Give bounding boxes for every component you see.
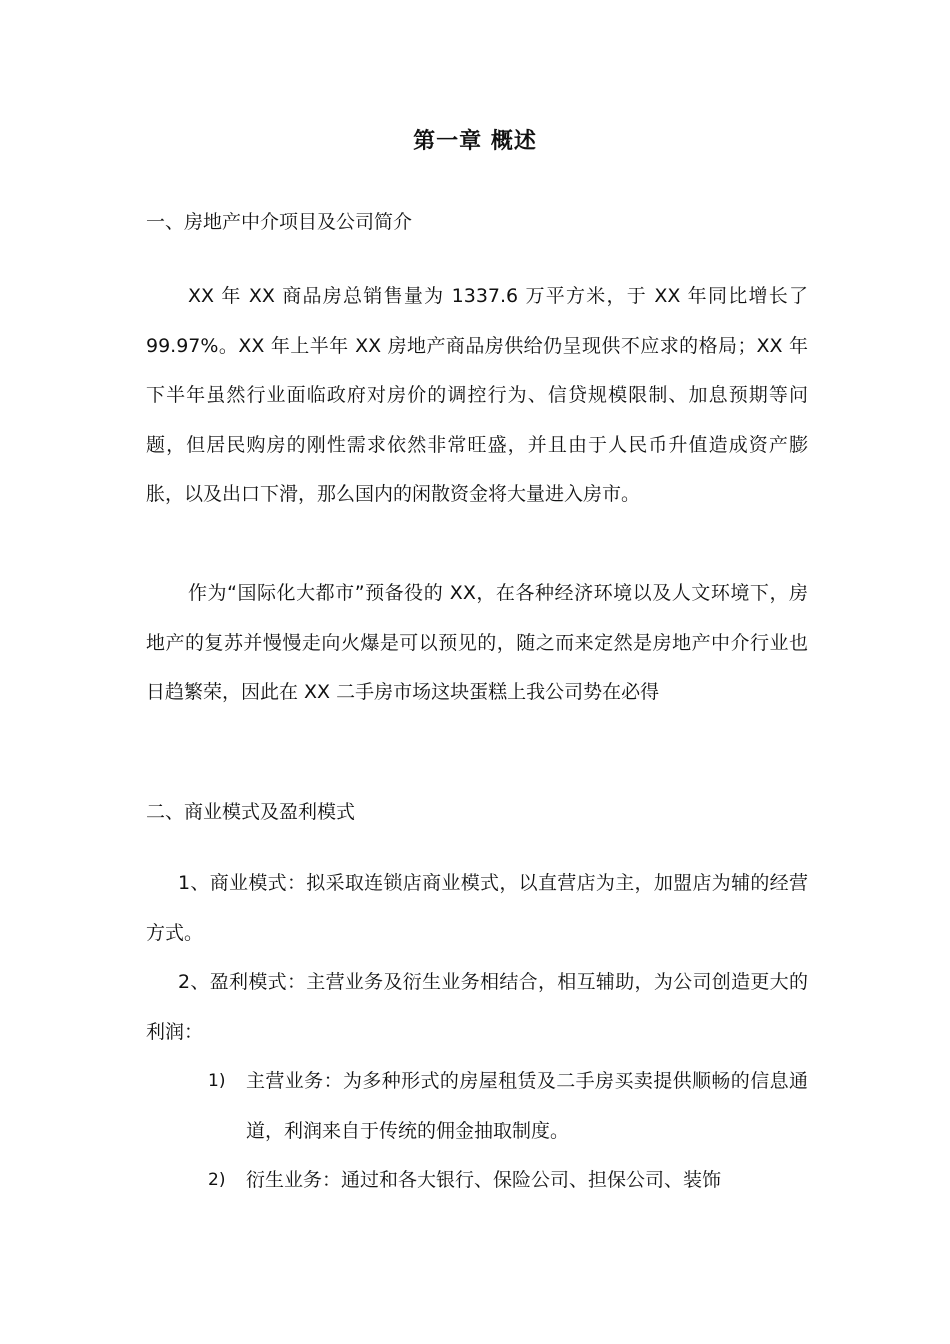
paragraph-company-positioning: 作为“国际化大都市”预备役的 XX，在各种经济环境以及人文环境下，房地产的复苏并慢慢走向火爆是可以预见的，随之而来定然是房地产中介行业也日趋繁荣，因此在 XX 二手房市场这块蛋糕上我公司势在必得 [146, 582, 808, 703]
list-item-profit-model: 2、盈利模式：主营业务及衍生业务相结合，相互辅助，为公司创造更大的利润： [146, 971, 808, 1043]
sub-item-number: 1) [208, 1071, 226, 1091]
sub-item-derivative-business [208, 1156, 808, 1206]
chapter-title: 第一章 概述 [413, 129, 537, 154]
section-heading-company-intro: 一、房地产中介项目及公司简介 [146, 211, 413, 233]
sub-item-text: 衍生业务：通过和各大银行、保险公司、担保公司、装饰 [246, 1169, 722, 1191]
sub-item-main-business [208, 1057, 808, 1156]
paragraph-market-overview: XX 年 XX 商品房总销售量为 1337.6 万平方米，于 XX 年同比增长了 99.97%。XX 年上半年 XX 房地产商品房供给仍呈现供不应求的格局；XX 年下半年虽然行业面临政府对房价的调控行为、信贷规模限制、加息预期等问题，但居民购房的刚性需求依然非常旺盛，并且由于人民币升值造成资产膨胀，以及出口下滑，那么国内的闲散资金将大量进入房市。 [146, 285, 808, 505]
section-heading-business-model: 二、商业模式及盈利模式 [146, 801, 356, 823]
sub-item-text: 主营业务：为多种形式的房屋租赁及二手房买卖提供顺畅的信息通道，利润来自于传统的佣金抽取制度。 [246, 1070, 808, 1142]
list-item-business-model: 1、商业模式：拟采取连锁店商业模式，以直营店为主，加盟店为辅的经营方式。 [146, 872, 808, 944]
sub-item-number: 2) [208, 1170, 226, 1190]
